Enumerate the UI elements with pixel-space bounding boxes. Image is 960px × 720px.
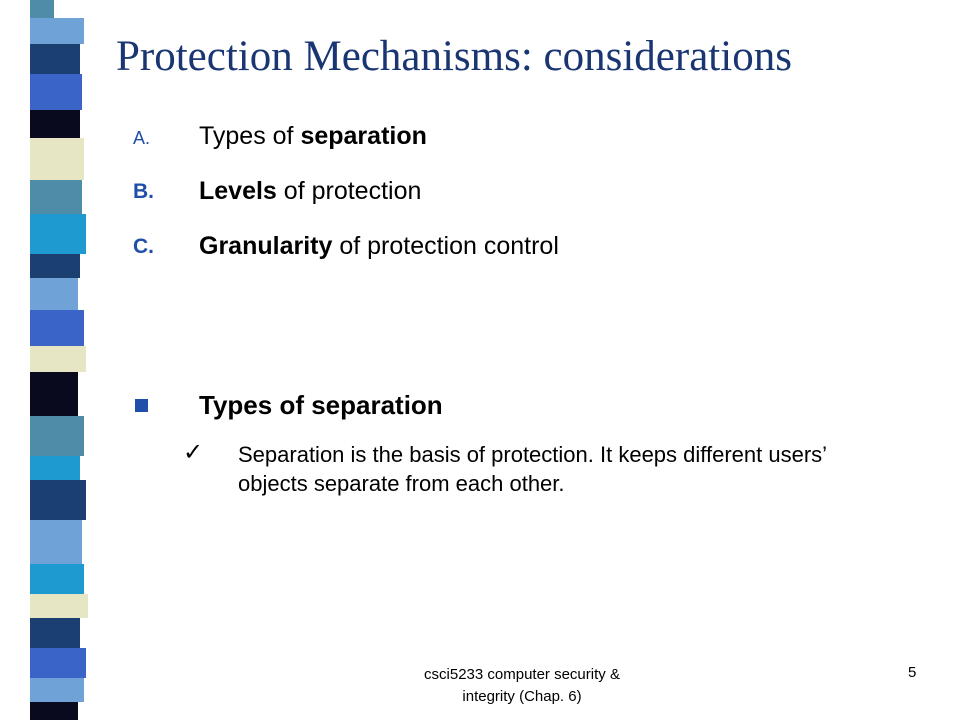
footer-text	[368, 664, 676, 708]
page-number: 5	[908, 664, 917, 681]
footer-line-2: integrity (Chap. 6)	[462, 688, 582, 705]
list-marker: C.	[133, 235, 154, 258]
list-item-text: Levels of protection	[199, 177, 422, 205]
square-bullet-icon	[135, 399, 148, 412]
footer-line-1: csci5233 computer security &	[424, 666, 620, 683]
section-body-text: Separation is the basis of protection. It keeps different users’ objects separate from each other.	[238, 442, 827, 496]
slide-title: Protection Mechanisms: considerations	[116, 33, 792, 80]
list-item-text: Granularity of protection control	[199, 232, 559, 260]
decorative-stripe-bar	[30, 0, 108, 720]
list-marker: A.	[133, 128, 151, 148]
section-heading: Types of separation	[199, 390, 443, 420]
list-marker: B.	[133, 180, 154, 203]
check-icon: ✓	[183, 438, 204, 466]
list-item-text: Types of separation	[199, 122, 427, 150]
